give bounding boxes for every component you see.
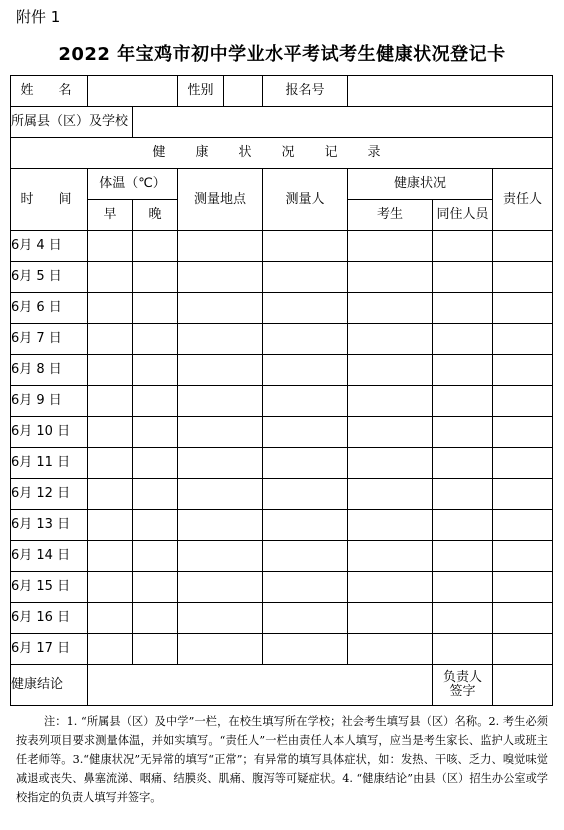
evening-header: 晚 bbox=[133, 200, 178, 231]
exam-no-label: 报名号 bbox=[263, 76, 348, 107]
responsible-cell[interactable] bbox=[493, 324, 553, 355]
morning-temp-cell[interactable] bbox=[88, 479, 133, 510]
cohabitant-header: 同住人员 bbox=[433, 200, 493, 231]
responsible-cell[interactable] bbox=[493, 386, 553, 417]
morning-temp-cell[interactable] bbox=[88, 634, 133, 665]
responsible-cell[interactable] bbox=[493, 417, 553, 448]
cohabitant-status-cell[interactable] bbox=[433, 355, 493, 386]
measurer-cell[interactable] bbox=[263, 603, 348, 634]
location-cell[interactable] bbox=[178, 603, 263, 634]
date-cell: 6月 17 日 bbox=[11, 634, 88, 665]
cohabitant-status-cell[interactable] bbox=[433, 386, 493, 417]
evening-temp-cell[interactable] bbox=[133, 262, 178, 293]
name-label: 姓 名 bbox=[11, 76, 88, 107]
date-row bbox=[11, 572, 553, 603]
date-row bbox=[11, 541, 553, 572]
examinee-status-cell[interactable] bbox=[348, 541, 433, 572]
county-school-label: 所属县（区）及学校 bbox=[11, 107, 133, 138]
measurer-cell[interactable] bbox=[263, 386, 348, 417]
responsible-cell[interactable] bbox=[493, 634, 553, 665]
measurer-cell[interactable] bbox=[263, 448, 348, 479]
location-cell[interactable] bbox=[178, 510, 263, 541]
examinee-status-cell[interactable] bbox=[348, 572, 433, 603]
date-cell: 6月 8 日 bbox=[11, 355, 88, 386]
responsible-cell[interactable] bbox=[493, 231, 553, 262]
morning-temp-cell[interactable] bbox=[88, 541, 133, 572]
cohabitant-status-cell[interactable] bbox=[433, 634, 493, 665]
location-cell[interactable] bbox=[178, 572, 263, 603]
date-row bbox=[11, 510, 553, 541]
responsible-cell[interactable] bbox=[493, 572, 553, 603]
location-cell[interactable] bbox=[178, 448, 263, 479]
morning-header: 早 bbox=[88, 200, 133, 231]
cohabitant-status-cell[interactable] bbox=[433, 510, 493, 541]
date-cell: 6月 10 日 bbox=[11, 417, 88, 448]
cohabitant-status-cell[interactable] bbox=[433, 479, 493, 510]
date-row bbox=[11, 417, 553, 448]
signature-label-line2: 签字 bbox=[449, 684, 476, 699]
date-cell: 6月 12 日 bbox=[11, 479, 88, 510]
cohabitant-status-cell[interactable] bbox=[433, 262, 493, 293]
morning-temp-cell[interactable] bbox=[88, 293, 133, 324]
health-registration-card bbox=[10, 75, 553, 706]
signature-label bbox=[433, 665, 493, 706]
temperature-header: 体温（℃） bbox=[88, 169, 178, 200]
health-status-header: 健康状况 bbox=[348, 169, 493, 200]
measurer-cell[interactable] bbox=[263, 262, 348, 293]
morning-temp-cell[interactable] bbox=[88, 231, 133, 262]
date-row bbox=[11, 479, 553, 510]
date-row bbox=[11, 355, 553, 386]
measurer-cell[interactable] bbox=[263, 541, 348, 572]
measurer-cell[interactable] bbox=[263, 231, 348, 262]
evening-temp-cell[interactable] bbox=[133, 541, 178, 572]
responsible-cell[interactable] bbox=[493, 262, 553, 293]
evening-temp-cell[interactable] bbox=[133, 572, 178, 603]
evening-temp-cell[interactable] bbox=[133, 634, 178, 665]
measurer-cell[interactable] bbox=[263, 293, 348, 324]
evening-temp-cell[interactable] bbox=[133, 324, 178, 355]
cohabitant-status-cell[interactable] bbox=[433, 293, 493, 324]
page-title: 2022 年宝鸡市初中学业水平考试考生健康状况登记卡 bbox=[58, 44, 506, 65]
morning-temp-cell[interactable] bbox=[88, 448, 133, 479]
location-cell[interactable] bbox=[178, 262, 263, 293]
measurer-cell[interactable] bbox=[263, 572, 348, 603]
county-school-field[interactable] bbox=[133, 107, 553, 138]
conclusion-field[interactable] bbox=[88, 665, 433, 706]
morning-temp-cell[interactable] bbox=[88, 510, 133, 541]
measurer-cell[interactable] bbox=[263, 324, 348, 355]
date-row bbox=[11, 231, 553, 262]
measurer-cell[interactable] bbox=[263, 479, 348, 510]
measurer-header: 测量人 bbox=[263, 169, 348, 231]
location-cell[interactable] bbox=[178, 541, 263, 572]
cohabitant-status-cell[interactable] bbox=[433, 448, 493, 479]
location-header: 测量地点 bbox=[178, 169, 263, 231]
morning-temp-cell[interactable] bbox=[88, 355, 133, 386]
conclusion-label: 健康结论 bbox=[11, 665, 88, 706]
examinee-status-cell[interactable] bbox=[348, 324, 433, 355]
evening-temp-cell[interactable] bbox=[133, 603, 178, 634]
date-cell: 6月 15 日 bbox=[11, 572, 88, 603]
measurer-cell[interactable] bbox=[263, 355, 348, 386]
date-row bbox=[11, 324, 553, 355]
date-cell: 6月 7 日 bbox=[11, 324, 88, 355]
location-cell[interactable] bbox=[178, 417, 263, 448]
date-cell: 6月 11 日 bbox=[11, 448, 88, 479]
cohabitant-status-cell[interactable] bbox=[433, 417, 493, 448]
responsible-cell[interactable] bbox=[493, 603, 553, 634]
date-row bbox=[11, 262, 553, 293]
record-header: 健康状况记录 bbox=[11, 138, 553, 169]
location-cell[interactable] bbox=[178, 293, 263, 324]
cohabitant-status-cell[interactable] bbox=[433, 572, 493, 603]
location-cell[interactable] bbox=[178, 231, 263, 262]
responsible-cell[interactable] bbox=[493, 448, 553, 479]
gender-text: 性别 bbox=[178, 76, 224, 106]
examinee-status-cell[interactable] bbox=[348, 634, 433, 665]
morning-temp-cell[interactable] bbox=[88, 572, 133, 603]
signature-label-line1: 负责人 bbox=[442, 670, 482, 685]
evening-temp-cell[interactable] bbox=[133, 479, 178, 510]
gender-field[interactable] bbox=[224, 76, 262, 106]
date-row bbox=[11, 603, 553, 634]
location-cell[interactable] bbox=[178, 479, 263, 510]
examinee-status-cell[interactable] bbox=[348, 231, 433, 262]
evening-temp-cell[interactable] bbox=[133, 386, 178, 417]
name-field[interactable] bbox=[88, 76, 178, 107]
morning-temp-cell[interactable] bbox=[88, 386, 133, 417]
evening-temp-cell[interactable] bbox=[133, 355, 178, 386]
examinee-header: 考生 bbox=[348, 200, 433, 231]
evening-temp-cell[interactable] bbox=[133, 293, 178, 324]
location-cell[interactable] bbox=[178, 355, 263, 386]
location-cell[interactable] bbox=[178, 634, 263, 665]
examinee-status-cell[interactable] bbox=[348, 479, 433, 510]
location-cell[interactable] bbox=[178, 324, 263, 355]
cohabitant-status-cell[interactable] bbox=[433, 603, 493, 634]
cohabitant-status-cell[interactable] bbox=[433, 231, 493, 262]
responsible-cell[interactable] bbox=[493, 479, 553, 510]
date-row bbox=[11, 293, 553, 324]
date-cell: 6月 6 日 bbox=[11, 293, 88, 324]
morning-temp-cell[interactable] bbox=[88, 417, 133, 448]
morning-temp-cell[interactable] bbox=[88, 262, 133, 293]
cohabitant-status-cell[interactable] bbox=[433, 324, 493, 355]
evening-temp-cell[interactable] bbox=[133, 448, 178, 479]
notes: 注：1. “所属县（区）及中学”一栏，在校生填写所在学校；社会考生填写县（区）名称。2. 考生必须按表列项目要求测量体温，并如实填写。“责任人”一栏由责任人本人填写，应当是考生家长、监护人或班主任老师等。3.“健康状况”无异常的填写“正常”；有异常的填写具体症状，如：发热、干咳、乏力、嗅觉味觉减退或丧失、鼻塞流涕、咽痛、结膜炎、肌痛、腹泻等可疑症状。4. “健康结论”由县（区）招生办公室或学校指定的负责人填写并签字。 bbox=[16, 715, 548, 804]
evening-temp-cell[interactable] bbox=[133, 231, 178, 262]
evening-temp-cell[interactable] bbox=[133, 510, 178, 541]
signature-field[interactable] bbox=[493, 665, 553, 706]
date-cell: 6月 14 日 bbox=[11, 541, 88, 572]
date-cell: 6月 9 日 bbox=[11, 386, 88, 417]
responsible-cell[interactable] bbox=[493, 541, 553, 572]
exam-no-field[interactable] bbox=[348, 76, 553, 107]
examinee-status-cell[interactable] bbox=[348, 417, 433, 448]
attachment-label: 附件 1 bbox=[16, 8, 61, 26]
location-cell[interactable] bbox=[178, 386, 263, 417]
responsible-cell[interactable] bbox=[493, 355, 553, 386]
gender-label bbox=[178, 76, 263, 107]
examinee-status-cell[interactable] bbox=[348, 603, 433, 634]
time-header: 时 间 bbox=[11, 169, 88, 231]
cohabitant-status-cell[interactable] bbox=[433, 541, 493, 572]
responsible-cell[interactable] bbox=[493, 293, 553, 324]
measurer-cell[interactable] bbox=[263, 417, 348, 448]
examinee-status-cell[interactable] bbox=[348, 293, 433, 324]
morning-temp-cell[interactable] bbox=[88, 324, 133, 355]
measurer-cell[interactable] bbox=[263, 510, 348, 541]
examinee-status-cell[interactable] bbox=[348, 510, 433, 541]
date-row bbox=[11, 448, 553, 479]
responsible-header: 责任人 bbox=[493, 169, 553, 231]
evening-temp-cell[interactable] bbox=[133, 417, 178, 448]
examinee-status-cell[interactable] bbox=[348, 448, 433, 479]
date-cell: 6月 16 日 bbox=[11, 603, 88, 634]
measurer-cell[interactable] bbox=[263, 634, 348, 665]
date-row bbox=[11, 634, 553, 665]
date-cell: 6月 4 日 bbox=[11, 231, 88, 262]
date-cell: 6月 5 日 bbox=[11, 262, 88, 293]
responsible-cell[interactable] bbox=[493, 510, 553, 541]
examinee-status-cell[interactable] bbox=[348, 355, 433, 386]
examinee-status-cell[interactable] bbox=[348, 262, 433, 293]
date-row bbox=[11, 386, 553, 417]
date-cell: 6月 13 日 bbox=[11, 510, 88, 541]
morning-temp-cell[interactable] bbox=[88, 603, 133, 634]
examinee-status-cell[interactable] bbox=[348, 386, 433, 417]
